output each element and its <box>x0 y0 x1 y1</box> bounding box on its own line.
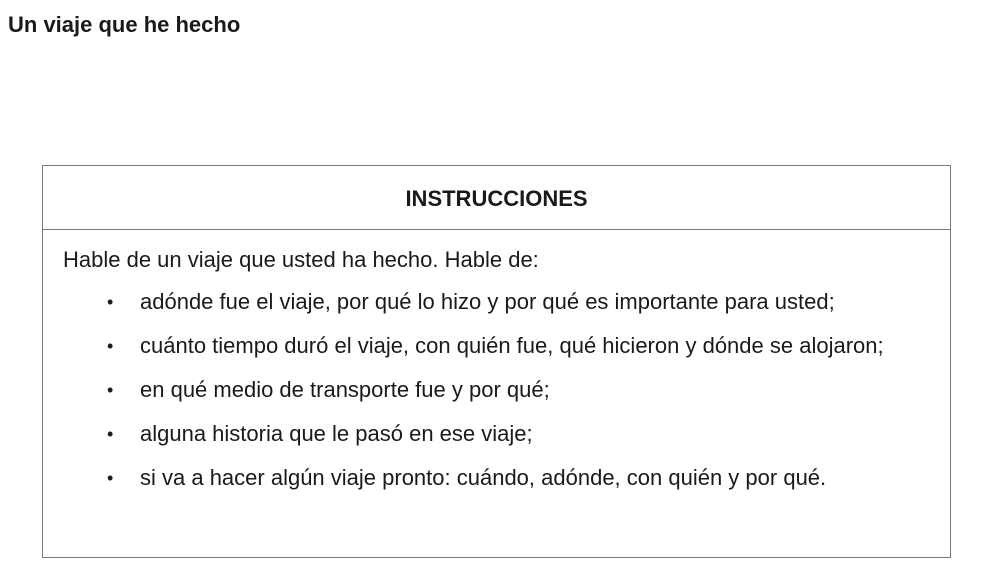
instructions-intro: Hable de un viaje que usted ha hecho. Hable de: <box>63 247 539 272</box>
instructions-list <box>63 288 930 492</box>
list-item: • alguna historia que le pasó en ese viaje; <box>63 420 930 448</box>
page-title: Un viaje que he hecho <box>8 12 241 37</box>
list-item: • si va a hacer algún viaje pronto: cuándo, adónde, con quién y por qué. <box>63 464 930 492</box>
instructions-box <box>42 165 951 558</box>
instructions-heading: INSTRUCCIONES <box>43 166 950 230</box>
list-item: • adónde fue el viaje, por qué lo hizo y por qué es importante para usted; <box>63 288 930 316</box>
list-item: • en qué medio de transporte fue y por qué; <box>63 376 930 404</box>
instructions-body <box>43 230 950 492</box>
list-item: • cuánto tiempo duró el viaje, con quién fue, qué hicieron y dónde se alojaron; <box>63 332 930 360</box>
